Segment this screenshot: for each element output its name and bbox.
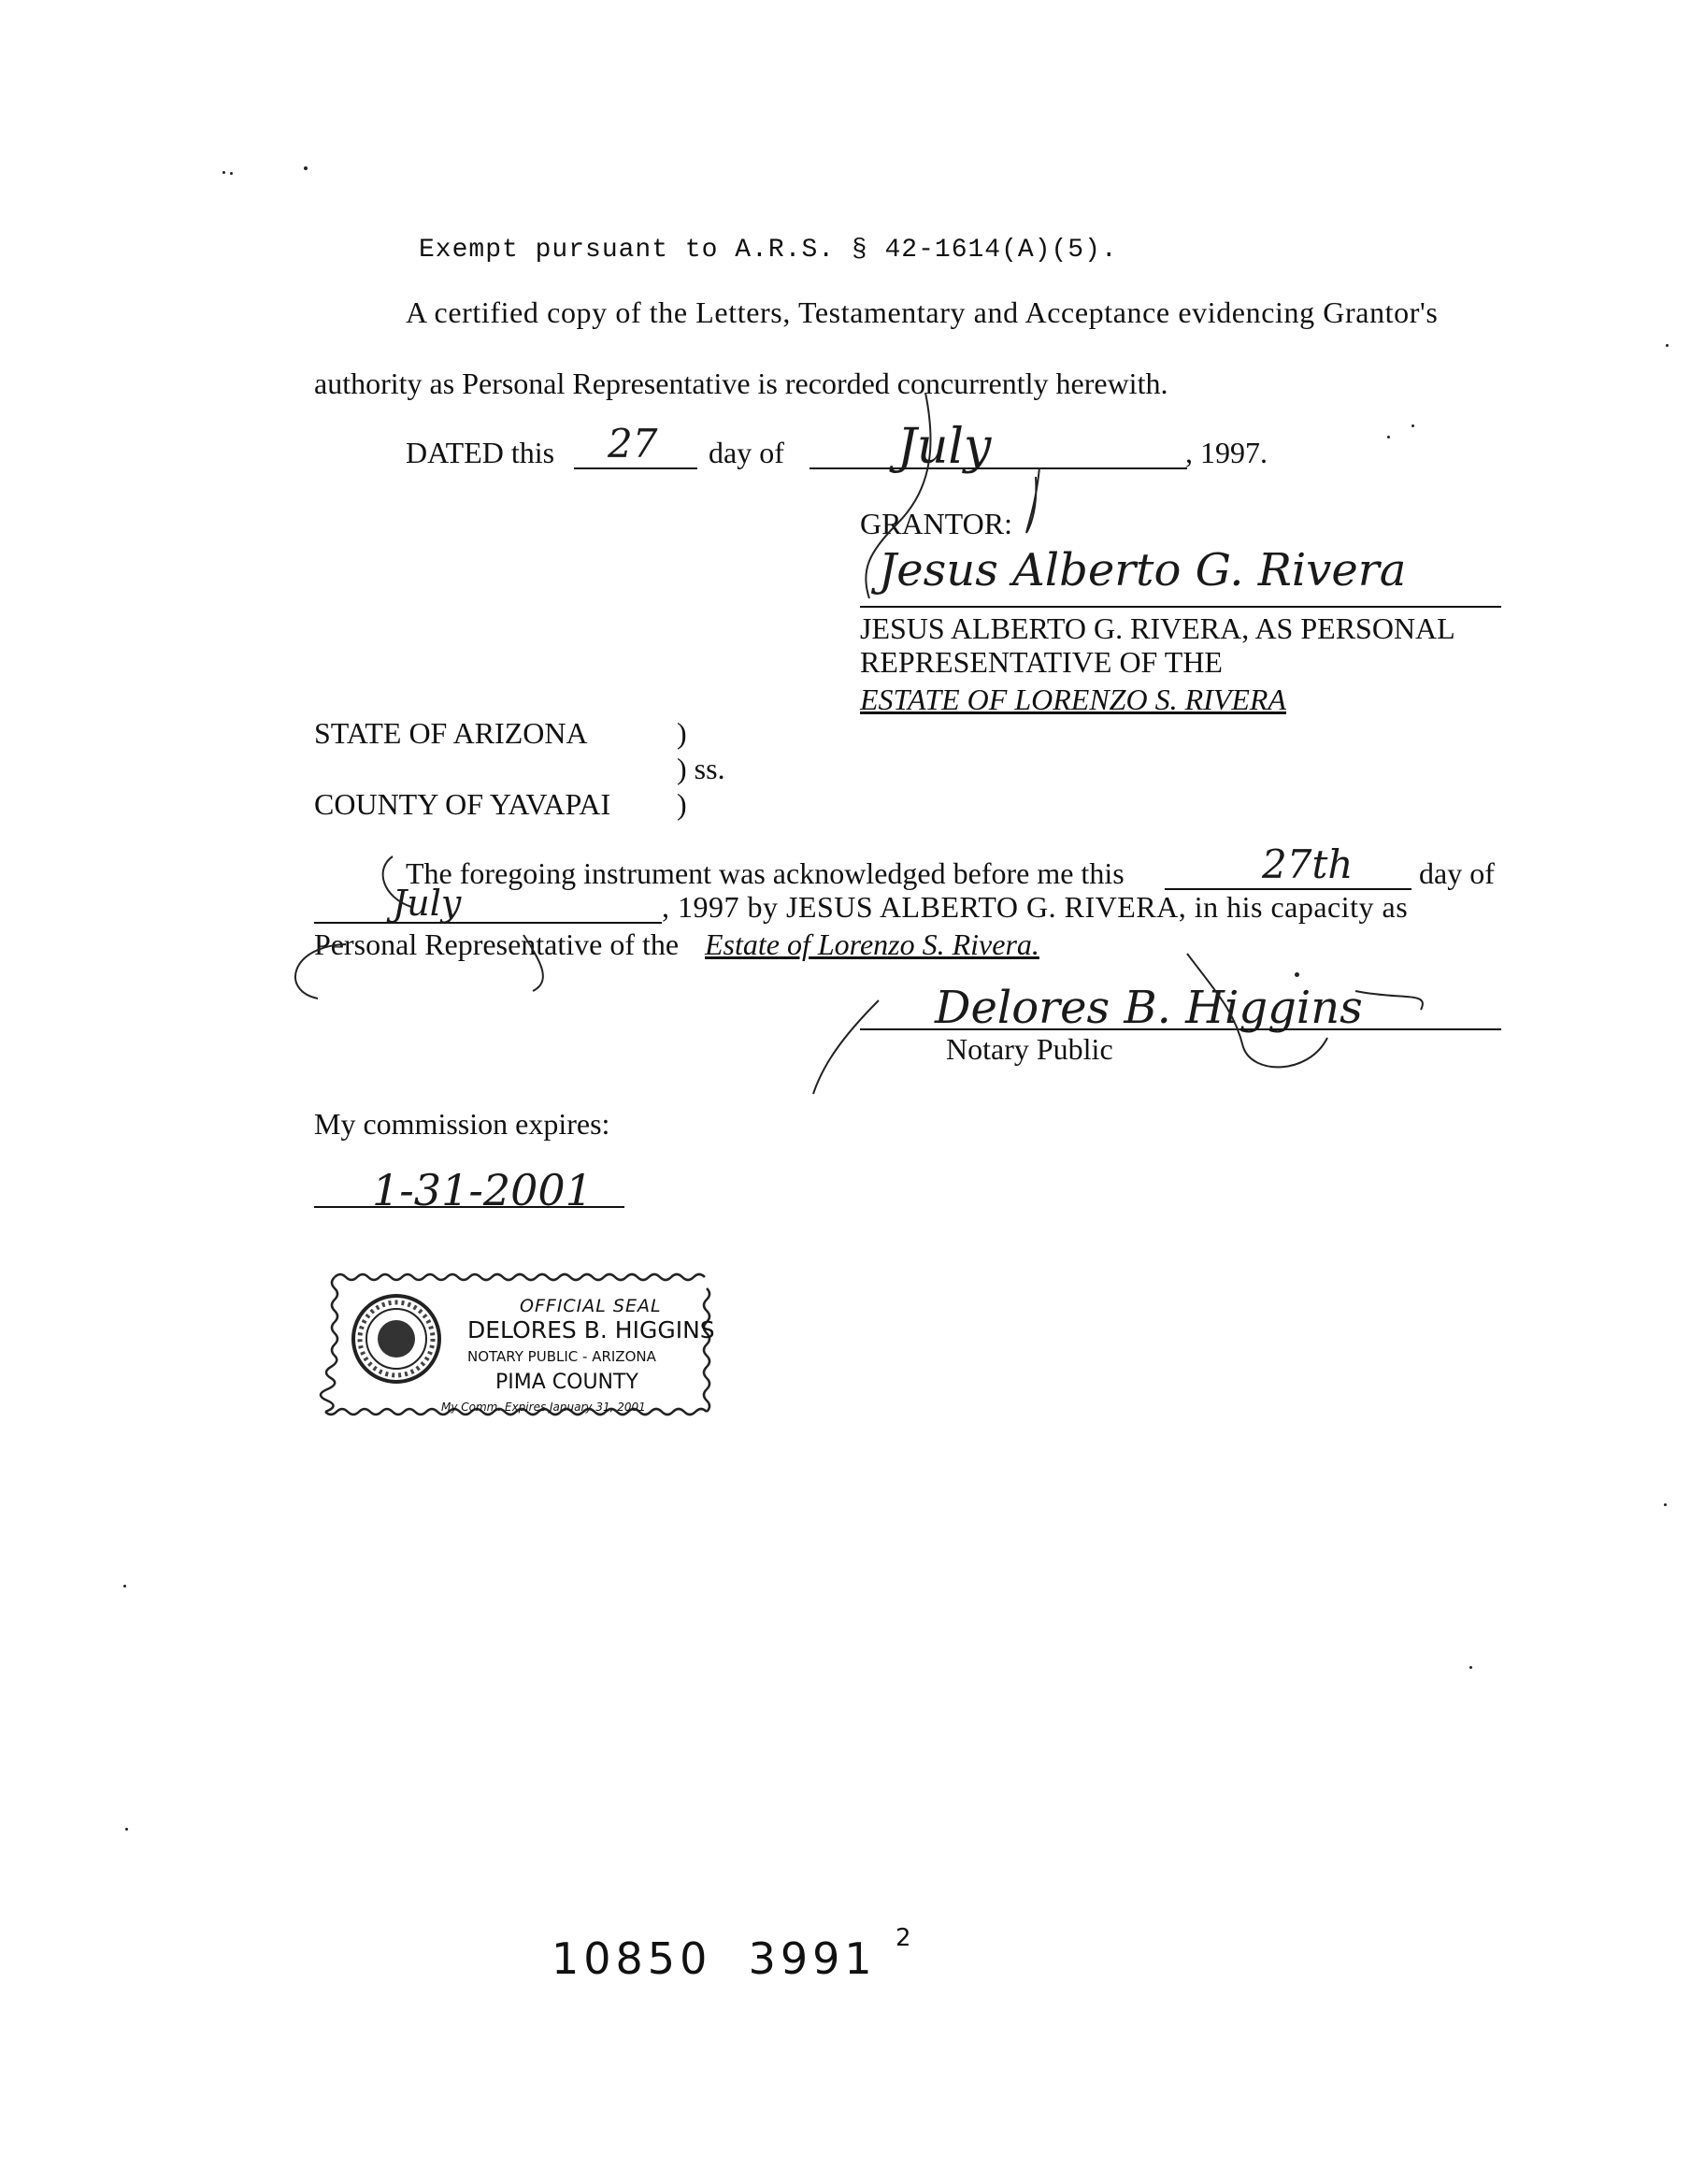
notary-signature: Delores B. Higgins xyxy=(935,982,1363,1034)
exempt-statement: Exempt pursuant to A.R.S. § 42-1614(A)(5). xyxy=(419,236,1118,265)
seal-notary-public: NOTARY PUBLIC - ARIZONA xyxy=(467,1348,656,1365)
ack-day-handwritten: 27th xyxy=(1262,841,1354,887)
dated-year: , 1997. xyxy=(1185,436,1268,469)
grantor-name-line2: REPRESENTATIVE OF THE xyxy=(860,645,1223,679)
dated-day-handwritten: 27 xyxy=(608,421,658,467)
seal-notary-name: DELORES B. HIGGINS xyxy=(467,1316,715,1343)
page-number: 2 xyxy=(895,1924,911,1952)
notary-label: Notary Public xyxy=(946,1032,1113,1066)
seal-county: PIMA COUNTY xyxy=(495,1371,638,1394)
venue-state: STATE OF ARIZONA xyxy=(314,716,588,750)
seal-official-seal: OFFICIAL SEAL xyxy=(520,1296,662,1316)
grantor-name-line1: JESUS ALBERTO G. RIVERA, AS PERSONAL xyxy=(860,611,1455,645)
grantor-signature: Jesus Alberto G. Rivera xyxy=(879,544,1407,596)
dated-prefix: DATED this xyxy=(406,436,555,469)
venue-ss: ) ss. xyxy=(677,752,725,785)
venue-paren-1: ) xyxy=(677,716,687,750)
commission-date-handwritten: 1-31-2001 xyxy=(372,1165,593,1215)
certified-copy-line1: A certified copy of the Letters, Testamentary and Acceptance evidencing Grantor's xyxy=(406,295,1439,329)
dated-month-handwritten: July xyxy=(897,419,992,475)
grantor-label: GRANTOR: xyxy=(860,507,1012,540)
ack-month-handwritten: July xyxy=(393,883,462,924)
ack-estate: Estate of Lorenzo S. Rivera. xyxy=(705,927,1039,961)
ack-day-of: day of xyxy=(1419,856,1495,890)
seal-expiration: My Comm. Expires January 31, 2001 xyxy=(441,1401,646,1414)
grantor-estate: ESTATE OF LORENZO S. RIVERA xyxy=(860,682,1286,716)
venue-paren-2: ) xyxy=(677,787,687,821)
dated-day-of: day of xyxy=(709,436,784,469)
ack-line3-prefix: Personal Representative of the xyxy=(314,927,680,961)
commission-label: My commission expires: xyxy=(314,1107,610,1141)
venue-county: COUNTY OF YAVAPAI xyxy=(314,787,611,821)
ack-line1-prefix: The foregoing instrument was acknowledged before me this xyxy=(406,856,1125,890)
record-number: 10850 3991 xyxy=(552,1933,877,1984)
certified-copy-line2: authority as Personal Representative is recorded concurrently herewith. xyxy=(314,366,1168,400)
ack-line2: , 1997 by JESUS ALBERTO G. RIVERA, in his capacity as xyxy=(662,890,1409,924)
